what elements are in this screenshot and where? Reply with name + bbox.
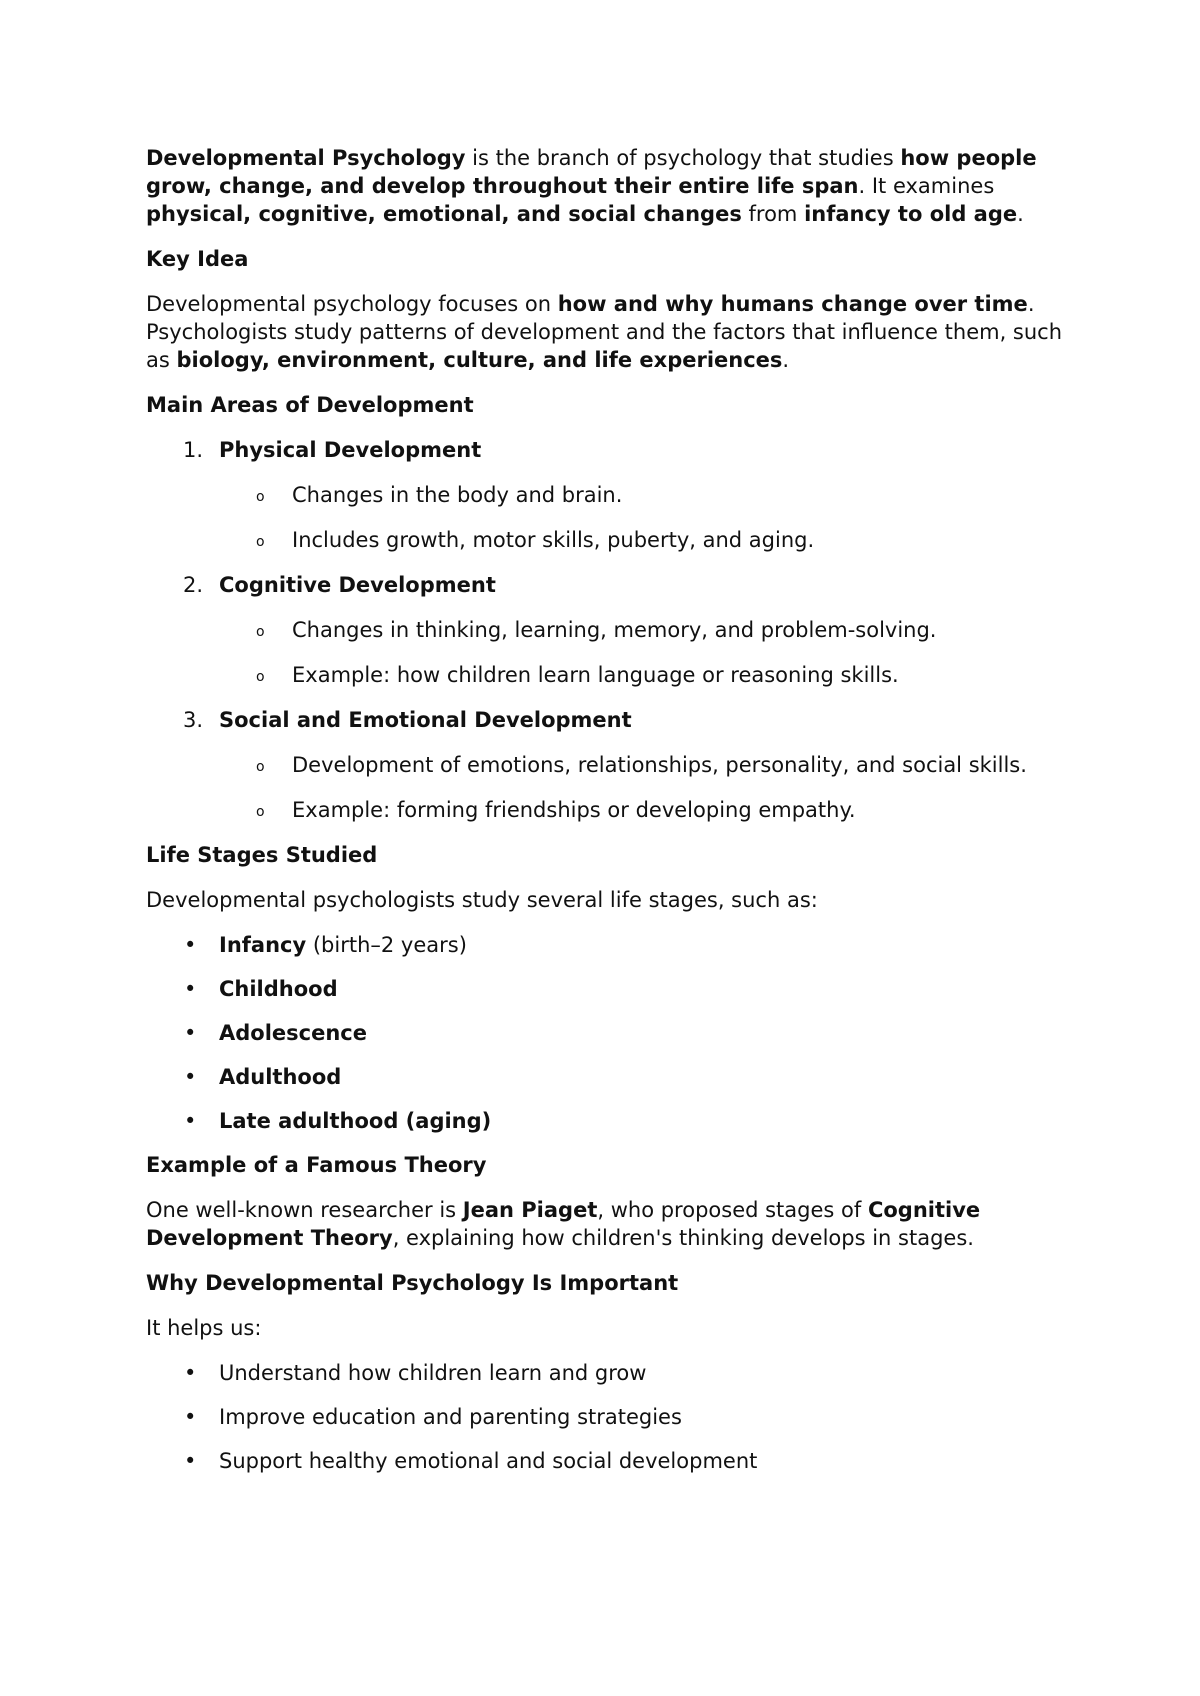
theory-text-1: One well-known researcher is (146, 1198, 463, 1222)
bullet-icon: • (184, 933, 197, 957)
intro-text-4: . (1017, 202, 1024, 226)
importance-item-text: Support healthy emotional and social development (219, 1449, 758, 1473)
circle-bullet-icon: o (256, 489, 265, 505)
intro-paragraph (146, 144, 1066, 228)
list-item (146, 1403, 1066, 1431)
key-idea-text-3: . (782, 348, 790, 372)
stage-note: (birth–2 years) (306, 933, 467, 957)
importance-intro: It helps us: (146, 1316, 262, 1340)
list-item (146, 1359, 1066, 1387)
areas-list (146, 436, 1066, 824)
bullet-icon: • (184, 1021, 197, 1045)
intro-emphasis-2: physical, cognitive, emotional, and social changes (146, 202, 742, 226)
list-number: 2. (183, 573, 204, 597)
list-item (146, 1107, 1066, 1135)
stage-label: Adolescence (219, 1021, 367, 1045)
famous-theory-heading: Example of a Famous Theory (146, 1153, 487, 1177)
area-item-social-emotional (146, 706, 1066, 734)
bullet-icon: • (184, 1449, 197, 1473)
bullet-icon: • (184, 977, 197, 1001)
importance-list (146, 1359, 1066, 1475)
sub-list-item (146, 796, 1066, 824)
intro-term: Developmental Psychology (146, 146, 466, 170)
area-item-physical (146, 436, 1066, 464)
life-stages-heading: Life Stages Studied (146, 843, 378, 867)
sub-item-text: Example: how children learn language or reasoning skills. (292, 663, 899, 687)
intro-text-1: is the branch of psychology that studies (465, 146, 901, 170)
circle-bullet-icon: o (256, 669, 265, 685)
key-idea-text-2: . Psychologists study patterns of development and the factors that influence them, such as (146, 292, 1063, 372)
key-idea-paragraph (146, 290, 1066, 374)
bullet-icon: • (184, 1109, 197, 1133)
sub-list-item (146, 661, 1066, 689)
list-number: 3. (183, 708, 204, 732)
stage-label: Late adulthood (aging) (219, 1109, 492, 1133)
importance-item-text: Understand how children learn and grow (219, 1361, 647, 1385)
list-item (146, 975, 1066, 1003)
sub-list-item (146, 526, 1066, 554)
theory-text-3: , explaining how children's thinking develops in stages. (392, 1226, 974, 1250)
area-title: Cognitive Development (219, 573, 496, 597)
area-item-cognitive (146, 571, 1066, 599)
sub-item-text: Example: forming friendships or developing empathy. (292, 798, 856, 822)
stage-label: Childhood (219, 977, 338, 1001)
area-title: Physical Development (219, 438, 482, 462)
intro-emphasis-3: infancy to old age (804, 202, 1018, 226)
bullet-icon: • (184, 1361, 197, 1385)
importance-item-text: Improve education and parenting strategies (219, 1405, 682, 1429)
stage-label: Adulthood (219, 1065, 342, 1089)
document-body (146, 144, 1066, 1491)
life-stages-intro: Developmental psychologists study several life stages, such as: (146, 888, 818, 912)
importance-heading: Why Developmental Psychology Is Important (146, 1271, 679, 1295)
sub-list-item (146, 481, 1066, 509)
sub-list-item (146, 751, 1066, 779)
bullet-icon: • (184, 1405, 197, 1429)
theory-researcher: Jean Piaget (462, 1198, 598, 1222)
key-idea-text-1: Developmental psychology focuses on (146, 292, 558, 316)
bullet-icon: • (184, 1065, 197, 1089)
intro-text-3: from (741, 202, 805, 226)
intro-emphasis-1: how people grow, change, and develop throughout their entire life span (146, 146, 1037, 198)
sub-item-text: Changes in thinking, learning, memory, and problem-solving. (292, 618, 937, 642)
life-stages-list (146, 931, 1066, 1135)
circle-bullet-icon: o (256, 804, 265, 820)
list-item (146, 1063, 1066, 1091)
list-item (146, 931, 1066, 959)
famous-theory-paragraph (146, 1196, 1066, 1252)
list-item (146, 1019, 1066, 1047)
list-item (146, 1447, 1066, 1475)
key-idea-emphasis-2: biology, environment, culture, and life experiences (176, 348, 783, 372)
list-number: 1. (183, 438, 204, 462)
stage-label: Infancy (219, 933, 307, 957)
key-idea-emphasis-1: how and why humans change over time (557, 292, 1028, 316)
sub-item-text: Includes growth, motor skills, puberty, and aging. (292, 528, 815, 552)
circle-bullet-icon: o (256, 759, 265, 775)
key-idea-heading: Key Idea (146, 247, 249, 271)
circle-bullet-icon: o (256, 624, 265, 640)
theory-name: Cognitive Development Theory (146, 1198, 981, 1250)
sub-list-item (146, 616, 1066, 644)
area-title: Social and Emotional Development (219, 708, 632, 732)
main-areas-heading: Main Areas of Development (146, 393, 474, 417)
intro-text-2: . It examines (858, 174, 995, 198)
theory-text-2: , who proposed stages of (597, 1198, 868, 1222)
circle-bullet-icon: o (256, 534, 265, 550)
sub-item-text: Development of emotions, relationships, personality, and social skills. (292, 753, 1027, 777)
sub-item-text: Changes in the body and brain. (292, 483, 623, 507)
